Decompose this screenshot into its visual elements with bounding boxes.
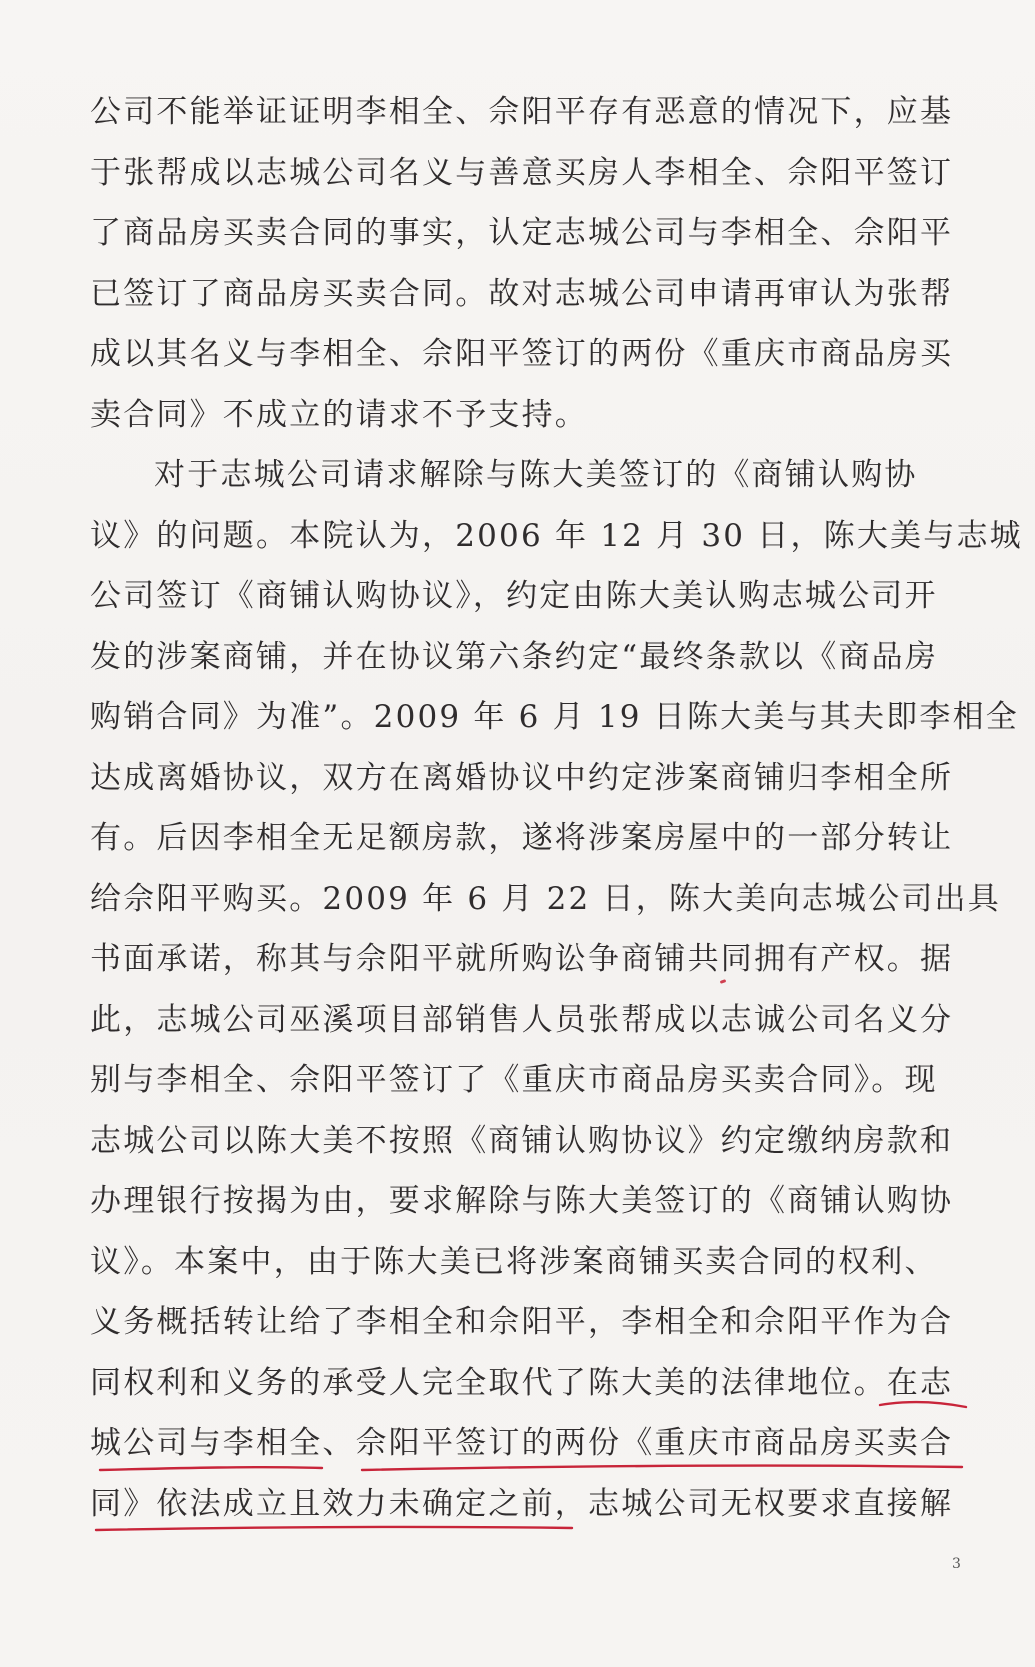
- text-line: 议》的问题。本院认为，2006 年 12 月 30 日，陈大美与志城: [90, 517, 1023, 554]
- text-line: 此，志城公司巫溪项目部销售人员张帮成以志诚公司名义分: [90, 1001, 954, 1038]
- page-number: 3: [952, 1556, 961, 1572]
- text-line: 义务概括转让给了李相全和佘阳平，李相全和佘阳平作为合: [90, 1304, 954, 1340]
- text-line: 书面承诺，称其与佘阳平就所购讼争商铺共同拥有产权。据: [90, 941, 954, 977]
- text-line: 同》依法成立且效力未确定之前，志城公司无权要求直接解: [90, 1485, 954, 1522]
- paragraph-start-line: 对于志城公司请求解除与陈大美签订的《商铺认购协: [154, 457, 918, 493]
- text-line: 志城公司以陈大美不按照《商铺认购协议》约定缴纳房款和: [90, 1122, 954, 1159]
- text-line: 达成离婚协议，双方在离婚协议中约定涉案商铺归李相全所: [90, 759, 954, 796]
- text-line: 发的涉案商铺，并在协议第六条约定“最终条款以《商品房: [90, 638, 939, 675]
- text-line: 已签订了商品房买卖合同。故对志城公司申请再审认为张帮: [90, 275, 954, 312]
- text-line: 给佘阳平购买。2009 年 6 月 22 日，陈大美向志城公司出具: [90, 880, 1001, 917]
- text-line: 成以其名义与李相全、佘阳平签订的两份《重庆市商品房买: [90, 336, 954, 372]
- text-line: 公司签订《商铺认购协议》，约定由陈大美认购志城公司开: [90, 578, 938, 614]
- text-line: 了商品房买卖合同的事实，认定志城公司与李相全、佘阳平: [90, 215, 954, 251]
- text-line: 城公司与李相全、佘阳平签订的两份《重庆市商品房买卖合: [90, 1425, 954, 1461]
- text-line: 购销合同》为准”。2009 年 6 月 19 日陈大美与其夫即李相全: [90, 699, 1019, 735]
- body-text: [90, 82, 1023, 1534]
- text-line: 于张帮成以志城公司名义与善意买房人李相全、佘阳平签订: [90, 154, 954, 191]
- text-line: 别与李相全、佘阳平签订了《重庆市商品房买卖合同》。现: [90, 1062, 938, 1098]
- text-line: 办理银行按揭为由，要求解除与陈大美签订的《商铺认购协: [90, 1183, 954, 1219]
- text-line: 有。后因李相全无足额房款，遂将涉案房屋中的一部分转让: [90, 820, 954, 856]
- text-line: 同权利和义务的承受人完全取代了陈大美的法律地位。在志: [90, 1364, 954, 1401]
- text-line: 议》。本案中，由于陈大美已将涉案商铺买卖合同的权利、: [90, 1243, 938, 1280]
- text-line: 卖合同》不成立的请求不予支持。: [90, 396, 588, 433]
- text-line: 公司不能举证证明李相全、佘阳平存有恶意的情况下，应基: [90, 94, 954, 130]
